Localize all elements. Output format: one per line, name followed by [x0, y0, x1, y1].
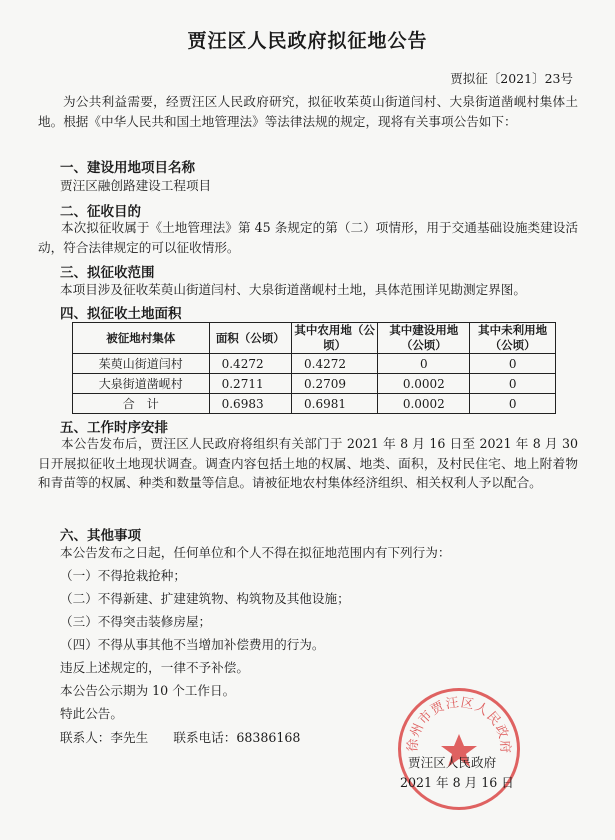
header-area: 面积（公顷） [209, 323, 291, 354]
section-5-body: 本公告发布后，贾汪区人民政府将组织有关部门于 2021 年 8 月 16 日至 2021 年 8 月 30 日开展拟征收土地现状调查。调查内容包括土地的权属、地类、面积，及村民住宅、地上附着物和青苗等的权属、种类和数量等信息。请被征地农村集体经济组织、相关权利人予以配合。 [38, 436, 578, 490]
section-6-heading: 六、其他事项 [60, 528, 141, 544]
cell-area: 0.4272 [209, 354, 291, 374]
document-number: 贾拟征〔2021〕23号 [450, 71, 573, 86]
section-1-heading: 一、建设用地项目名称 [60, 160, 195, 176]
cell-construction: 0 [378, 354, 470, 374]
table-header-row [73, 323, 556, 354]
cell-area: 0.2711 [209, 374, 291, 394]
section-6-line: 本公告公示期为 10 个工作日。 [60, 683, 236, 698]
cell-total-label: 合 计 [73, 394, 210, 414]
contact-info: 联系人：李先生 联系电话：68386168 [60, 730, 301, 745]
section-1-body: 贾汪区融创路建设工程项目 [60, 178, 212, 193]
official-seal [398, 688, 520, 810]
cell-unused: 0 [470, 374, 556, 394]
cell-area: 0.6983 [209, 394, 291, 414]
section-6-line: （一）不得抢栽抢种； [60, 568, 186, 583]
cell-village: 大泉街道凿岘村 [73, 374, 210, 394]
section-6-line: 特此公告。 [60, 706, 123, 721]
section-5-heading: 五、工作时序安排 [60, 420, 168, 436]
header-construction: 其中建设用地（公顷） [378, 323, 470, 354]
cell-construction: 0.0002 [378, 374, 470, 394]
seal-text: 徐州市贾汪区人民政府 [405, 695, 513, 755]
cell-village: 茱萸山街道闫村 [73, 354, 210, 374]
section-6-line: 违反上述规定的，一律不予补偿。 [60, 660, 249, 675]
section-6-line: （四）不得从事其他不当增加补偿费用的行为。 [60, 637, 325, 652]
page-title: 贾汪区人民政府拟征地公告 [187, 30, 428, 52]
section-6-line: （二）不得新建、扩建建筑物、构筑物及其他设施； [60, 591, 350, 606]
intro-paragraph: 为公共利益需要，经贾汪区人民政府研究，拟征收茱萸山街道闫村、大泉街道凿岘村集体土地。根据《中华人民共和国土地管理法》等法律法规的规定，现将有关事项公告如下： [38, 94, 578, 129]
seal-graphic [398, 688, 520, 810]
header-unused: 其中未利用地（公顷） [470, 323, 556, 354]
header-agricultural: 其中农用地（公顷） [292, 323, 378, 354]
table-total-row [73, 394, 556, 414]
sign-date: 2021 年 8 月 16 日 [400, 775, 514, 790]
table-row [73, 354, 556, 374]
table-row [73, 374, 556, 394]
header-village: 被征地村集体 [73, 323, 210, 354]
cell-agricultural: 0.6981 [292, 394, 378, 414]
signer-name: 贾汪区人民政府 [408, 755, 497, 770]
cell-agricultural: 0.4272 [292, 354, 378, 374]
cell-construction: 0.0002 [378, 394, 470, 414]
land-area-table [72, 322, 556, 414]
section-2-body: 本次拟征收属于《土地管理法》第 45 条规定的第（二）项情形，用于交通基础设施类建设活动，符合法律规定的可以征收情形。 [38, 220, 578, 255]
section-6-line: 本公告发布之日起，任何单位和个人不得在拟征地范围内有下列行为： [60, 545, 451, 560]
cell-agricultural: 0.2709 [292, 374, 378, 394]
cell-unused: 0 [470, 354, 556, 374]
section-3-body: 本项目涉及征收茱萸山街道闫村、大泉街道凿岘村土地，具体范围详见勘测定界图。 [60, 282, 526, 297]
section-6-line: （三）不得突击装修房屋； [60, 614, 212, 629]
section-4-heading: 四、拟征收土地面积 [60, 306, 182, 322]
section-2-heading: 二、征收目的 [60, 204, 141, 220]
section-3-heading: 三、拟征收范围 [60, 265, 155, 281]
cell-unused: 0 [470, 394, 556, 414]
